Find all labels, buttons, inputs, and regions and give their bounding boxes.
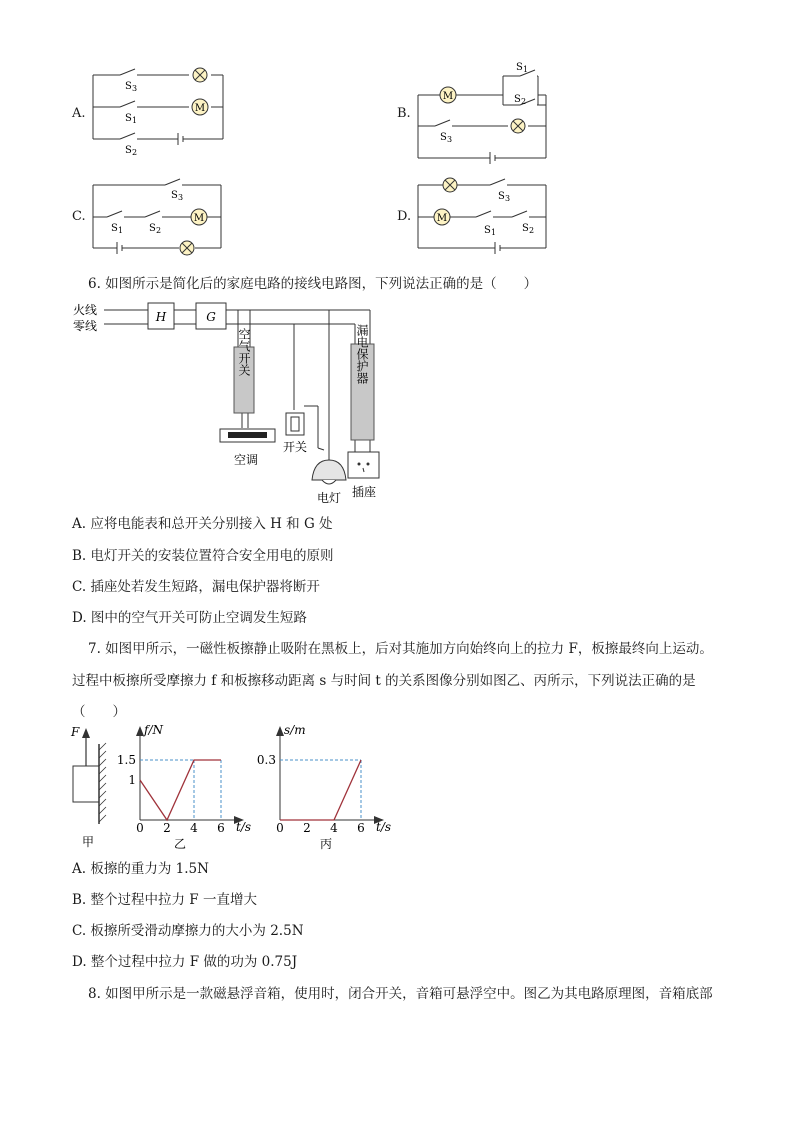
- q7-option-b: B. 整个过程中拉力 F 一直增大: [72, 892, 257, 908]
- option-d-label: D.: [397, 209, 412, 224]
- circuit-d: [410, 172, 560, 264]
- blackboard-hatch: [99, 743, 106, 822]
- chart-yi-caption: 乙: [173, 837, 187, 851]
- socket-label: 插座: [351, 485, 377, 499]
- option-c-label: C.: [72, 209, 86, 224]
- lamp-icon: [443, 178, 457, 192]
- circuit-c: [85, 172, 235, 264]
- switch-label-s2: S: [522, 223, 529, 234]
- switch-sub-s1: 1: [523, 65, 529, 74]
- chart-bing: [256, 722, 400, 857]
- force-label: F: [71, 725, 80, 739]
- y-axis-arrow-icon: [136, 726, 144, 736]
- switch-sub-s1: 1: [491, 228, 497, 237]
- motor-icon: [191, 209, 207, 225]
- q6-option-a: A. 应将电能表和总开关分别接入 H 和 G 处: [72, 516, 333, 532]
- switch-label-s2: S: [149, 223, 156, 234]
- y-axis-arrow-icon: [276, 726, 284, 736]
- switch-sub-s2: 2: [156, 226, 162, 235]
- switch-sub-s3: 3: [178, 193, 184, 202]
- socket-icon: [348, 452, 379, 478]
- switch-label-s3: S: [125, 81, 132, 92]
- switch-label-s3: S: [498, 191, 505, 202]
- q8-stem: 8. 如图甲所示是一款磁悬浮音箱，使用时，闭合开关，音箱可悬浮空中。图乙为其电路原理图，音箱底部: [88, 986, 713, 1002]
- switch-sub-s3: 3: [447, 135, 453, 144]
- x-tick-label: 2: [163, 821, 171, 835]
- x-axis-label: t/s: [376, 820, 392, 834]
- series-line-friction: [140, 760, 221, 820]
- box-h-label: H: [155, 310, 167, 324]
- switch-label-s3: S: [171, 190, 178, 201]
- q7-stem-line2: 过程中板擦所受摩擦力 f 和板擦移动距离 s 与时间 t 的关系图像分别如图乙、丙所示，下列说法正确的是: [72, 673, 696, 689]
- household-circuit-diagram: [68, 300, 398, 505]
- q7-option-a: A. 板擦的重力为 1.5N: [72, 861, 209, 877]
- q6-stem: 6. 如图所示是简化后的家庭电路的接线电路图，下列说法正确的是（ ）: [88, 276, 538, 292]
- q6-option-d: D. 图中的空气开关可防止空调发生短路: [72, 610, 307, 626]
- motor-label: M: [194, 103, 206, 114]
- motor-label: M: [442, 91, 454, 102]
- q6-option-b: B. 电灯开关的安装位置符合安全用电的原则: [72, 548, 334, 564]
- switch-label-s2: S: [125, 145, 132, 156]
- y-tick-label: 1: [128, 773, 136, 787]
- motor-icon: [440, 87, 456, 103]
- option-a-label: A.: [72, 106, 86, 121]
- figure-jia-caption: 甲: [81, 835, 95, 849]
- lamp-icon: [193, 68, 207, 82]
- box-g-label: G: [206, 310, 216, 324]
- switch-label: 开关: [282, 440, 308, 454]
- series-line-distance: [280, 760, 361, 820]
- x-tick-label: 4: [190, 821, 198, 835]
- x-tick-label: 4: [330, 821, 338, 835]
- ac-label: 空调: [233, 453, 259, 467]
- motor-label: M: [436, 213, 448, 224]
- circuit-a: [85, 60, 235, 160]
- q7-option-c: C. 板擦所受滑动摩擦力的大小为 2.5N: [72, 923, 304, 939]
- switch-sub-s1: 1: [118, 226, 124, 235]
- q7-stem-line1: 7. 如图甲所示，一磁性板擦静止吸附在黑板上，后对其施加方向始终向上的拉力 F，板擦最终向上运动。: [88, 641, 713, 657]
- y-tick-label: 0.3: [256, 753, 276, 767]
- switch-label-s2: S: [514, 94, 521, 105]
- x-tick-label: 0: [136, 821, 144, 835]
- switch-sub-s2: 2: [529, 226, 535, 235]
- lamp-icon: [180, 241, 194, 255]
- switch-sub-s1: 1: [132, 116, 138, 125]
- eraser-block: [73, 766, 99, 802]
- x-tick-label: 6: [357, 821, 365, 835]
- q6-option-c: C. 插座处若发生短路，漏电保护器将断开: [72, 579, 320, 595]
- option-b-label: B.: [397, 106, 411, 121]
- switch-label-s1: S: [111, 223, 118, 234]
- leakage-protector-label: 漏电保护器: [355, 324, 369, 384]
- y-tick-label: 1.5: [116, 753, 136, 767]
- lamp-icon: [312, 460, 346, 480]
- switch-label-s1: S: [484, 225, 491, 236]
- switch-sub-s2: 2: [521, 97, 527, 106]
- neutral-wire-label: 零线: [73, 319, 98, 333]
- y-axis-label: s/m: [284, 723, 306, 737]
- circuit-b: [410, 58, 560, 168]
- air-switch-label: 空气开关: [237, 328, 251, 376]
- lamp-icon: [511, 119, 525, 133]
- switch-label-s1: S: [125, 113, 132, 124]
- x-tick-label: 0: [276, 821, 284, 835]
- motor-icon: [434, 209, 450, 225]
- x-axis-label: t/s: [236, 820, 252, 834]
- figure-jia: [68, 722, 128, 857]
- chart-bing-caption: 丙: [319, 837, 333, 851]
- up-arrow-icon: [82, 728, 90, 738]
- switch-label-s1: S: [516, 62, 523, 73]
- q7-stem-line3: （ ）: [72, 704, 126, 720]
- switch-sub-s2: 2: [132, 148, 138, 157]
- x-tick-label: 6: [217, 821, 225, 835]
- live-wire-label: 火线: [73, 303, 98, 317]
- switch-sub-s3: 3: [505, 194, 511, 203]
- switch-label-s3: S: [440, 132, 447, 143]
- y-axis-label: f/N: [144, 723, 163, 737]
- motor-icon: [192, 99, 208, 115]
- lamp-label: 电灯: [316, 491, 342, 505]
- motor-label: M: [193, 213, 205, 224]
- q7-option-d: D. 整个过程中拉力 F 做的功为 0.75J: [72, 954, 298, 970]
- chart-yi: [116, 722, 260, 857]
- x-tick-label: 2: [303, 821, 311, 835]
- switch-sub-s3: 3: [132, 84, 138, 93]
